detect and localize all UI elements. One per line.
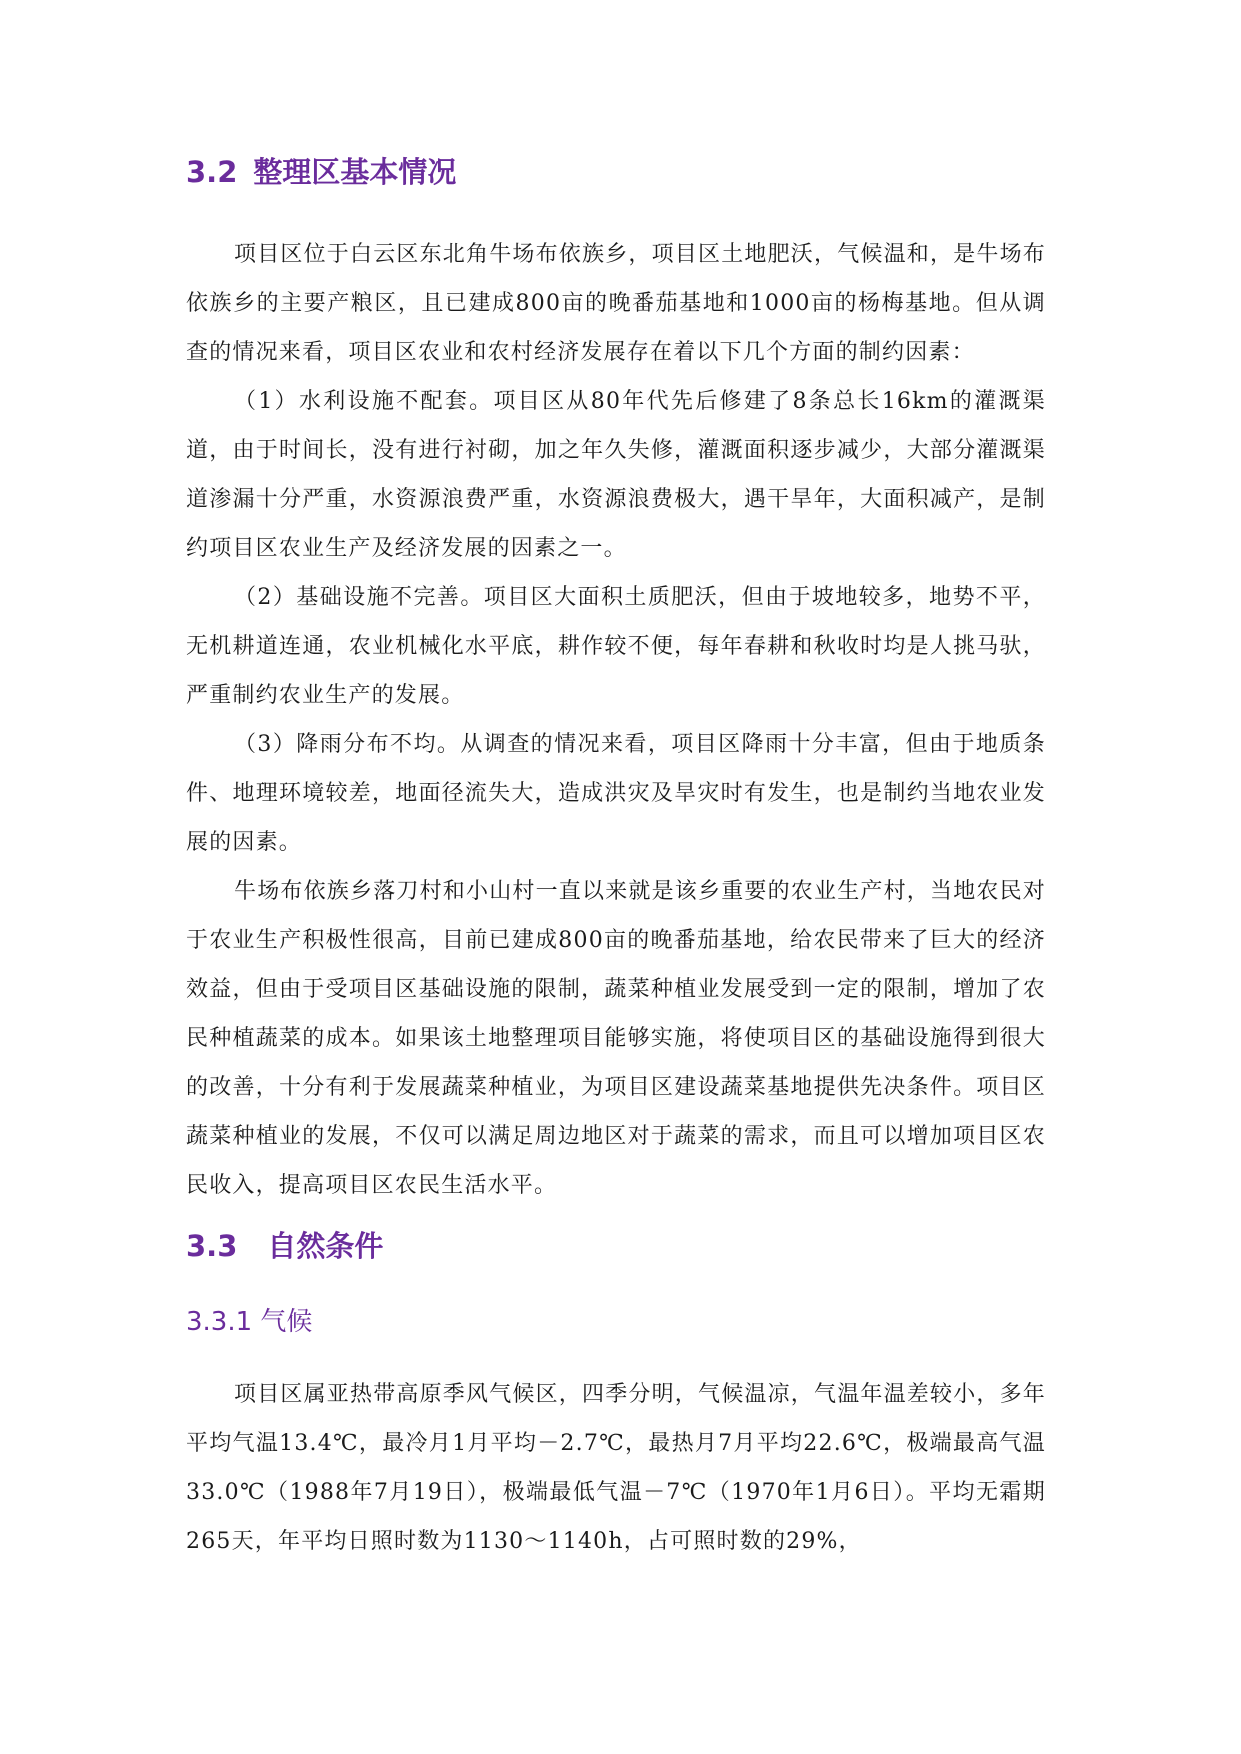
section-title: 自然条件 [267, 1229, 384, 1263]
section-number: 3.3 [186, 1229, 238, 1263]
paragraph: 项目区属亚热带高原季风气候区，四季分明，气候温凉，气温年温差较小，多年平均气温13.4℃，最冷月1月平均－2.7℃，最热月7月平均22.6℃，极端最高气温33.0℃（1988年7月19日），极端最低气温－7℃（1970年1月6日）。平均无霜期265天，年平均日照时数为1130～1140h，占可照时数的29%， [186, 1382, 1047, 1554]
section-title: 整理区基本情况 [253, 155, 457, 189]
section-heading-3-3 [186, 1224, 1046, 1268]
page-content [186, 150, 1046, 1566]
paragraph: 项目区位于白云区东北角牛场布依族乡，项目区土地肥沃，气候温和，是牛场布依族乡的主要产粮区，且已建成800亩的晚番茄基地和1000亩的杨梅基地。但从调查的情况来看，项目区农业和农村经济发展存在着以下几个方面的制约因素： [186, 242, 1047, 365]
section-number: 3.2 [186, 155, 238, 189]
paragraph-item-1: （1）水利设施不配套。项目区从80年代先后修建了8条总长16km的灌溉渠道，由于时间长，没有进行衬砌，加之年久失修，灌溉面积逐步减少，大部分灌溉渠道渗漏十分严重，水资源浪费严重，水资源浪费极大，遇干旱年，大面积减产，是制约项目区农业生产及经济发展的因素之一。 [186, 389, 1046, 561]
paragraph-item-2: （2）基础设施不完善。项目区大面积土质肥沃，但由于坡地较多，地势不平，无机耕道连通，农业机械化水平底，耕作较不便，每年春耕和秋收时均是人挑马驮，严重制约农业生产的发展。 [186, 585, 1046, 708]
paragraph-item-3: （3）降雨分布不均。从调查的情况来看，项目区降雨十分丰富，但由于地质条件、地理环境较差，地面径流失大，造成洪灾及旱灾时有发生，也是制约当地农业发展的因素。 [186, 732, 1046, 855]
paragraph: 牛场布依族乡落刀村和小山村一直以来就是该乡重要的农业生产村，当地农民对于农业生产积极性很高，目前已建成800亩的晚番茄基地，给农民带来了巨大的经济效益，但由于受项目区基础设施的限制，蔬菜种植业发展受到一定的限制，增加了农民种植蔬菜的成本。如果该土地整理项目能够实施，将使项目区的基础设施得到很大的改善，十分有利于发展蔬菜种植业，为项目区建设蔬菜基地提供先决条件。项目区蔬菜种植业的发展，不仅可以满足周边地区对于蔬菜的需求，而且可以增加项目区农民收入，提高项目区农民生活水平。 [186, 879, 1047, 1198]
subsection-heading-3-3-1: 3.3.1 气候 [186, 1307, 313, 1337]
section-heading-3-2 [186, 150, 1046, 194]
